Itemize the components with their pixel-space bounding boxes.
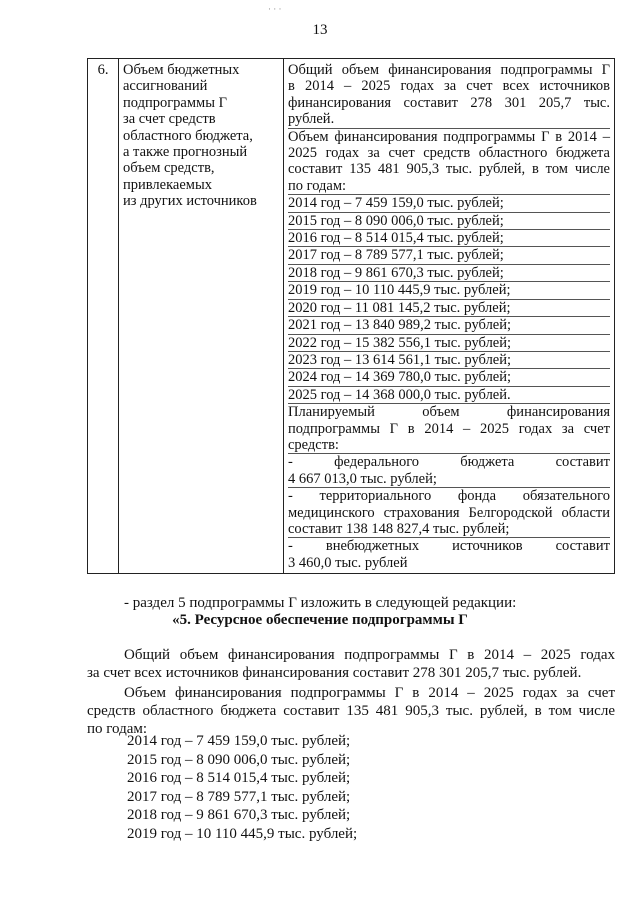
year-row: 2019 год – 10 110 445,9 тыс. рублей;	[288, 282, 610, 299]
paragraph-total	[87, 646, 615, 682]
regional-line: по годам:	[288, 178, 610, 195]
planned-line: подпрограммы Г в 2014 – 2025 годах за счет	[288, 420, 610, 437]
regional-line: 2025 годах за счет средств областного бюджета	[288, 145, 610, 162]
territorial-line: медицинского страхования Белгородской области	[288, 504, 610, 521]
federal-line: - федерального бюджета составит	[288, 454, 610, 471]
territorial-amount: составит 138 148 827,4 тыс. рублей;	[288, 521, 610, 538]
title-line: из других источников	[123, 193, 257, 210]
year-row: 2020 год – 11 081 145,2 тыс. рублей;	[288, 300, 610, 317]
total-line: в 2014 – 2025 годах за счет всех источников	[288, 78, 610, 95]
year-row: 2022 год – 15 382 556,1 тыс. рублей;	[288, 335, 610, 352]
paragraph-line: за счет всех источников финансирования составит 278 301 205,7 тыс. рублей.	[87, 665, 582, 681]
year-row: 2018 год – 9 861 670,3 тыс. рублей;	[288, 265, 610, 282]
year-row: 2016 год – 8 514 015,4 тыс. рублей;	[288, 230, 610, 247]
year-row: 2023 год – 13 614 561,1 тыс. рублей;	[288, 352, 610, 369]
title-line: объем средств,	[123, 160, 215, 177]
title-line: привлекаемых	[123, 176, 212, 193]
list-item: 2019 год – 10 110 445,9 тыс. рублей;	[127, 825, 358, 842]
year-row: 2024 год – 14 369 780,0 тыс. рублей;	[288, 369, 610, 386]
title-line: областного бюджета,	[123, 127, 253, 144]
row-content	[284, 59, 615, 574]
year-row: 2025 год – 14 368 000,0 тыс. рублей.	[288, 387, 610, 404]
territorial-line: - территориального фонда обязательного	[288, 488, 610, 505]
instruction-text: - раздел 5 подпрограммы Г изложить в следующей редакции:	[124, 595, 517, 611]
federal-amount: 4 667 013,0 тыс. рублей;	[288, 471, 610, 488]
title-line: за счет средств	[123, 111, 216, 128]
section-heading: «5. Ресурсное обеспечение подпрограммы Г	[172, 612, 468, 628]
page-number: 13	[312, 22, 328, 38]
paragraph-regional	[87, 684, 615, 738]
paragraph-line: Общий объем финансирования подпрограммы Г в 2014 – 2025 годах	[124, 647, 615, 663]
row-title	[119, 59, 284, 574]
total-line: финансирования составит 278 301 205,7 тыс.	[288, 94, 610, 111]
regional-line: составит 135 481 905,3 тыс. рублей, в том числе	[288, 161, 610, 178]
scan-artifact: · · ·	[268, 4, 282, 14]
list-item: 2017 год – 8 789 577,1 тыс. рублей;	[127, 788, 351, 805]
paragraph-line: средств областного бюджета составит 135 481 905,3 тыс. рублей, в том числе	[87, 703, 615, 719]
paragraph-line: по годам:	[87, 721, 148, 737]
list-item: 2018 год – 9 861 670,3 тыс. рублей;	[127, 807, 351, 824]
funding-table	[87, 58, 615, 574]
year-row: 2017 год – 8 789 577,1 тыс. рублей;	[288, 247, 610, 264]
total-line: рублей.	[288, 111, 610, 128]
title-line: Объем бюджетных	[123, 62, 240, 78]
title-line: ассигнований	[123, 78, 208, 95]
paragraph-line: Объем финансирования подпрограммы Г в 2014 – 2025 годах за счет	[124, 685, 615, 701]
regional-line: Объем финансирования подпрограммы Г в 2014 –	[288, 128, 610, 145]
planned-line: средств:	[288, 437, 610, 454]
planned-line: Планируемый объем финансирования	[288, 404, 610, 421]
total-line: Общий объем финансирования подпрограммы Г	[288, 62, 610, 78]
extra-budget-line: - внебюджетных источников составит	[288, 538, 610, 555]
list-item: 2014 год – 7 459 159,0 тыс. рублей;	[127, 733, 351, 749]
title-line: подпрограммы Г	[123, 94, 227, 111]
year-list	[127, 732, 357, 844]
list-item: 2016 год – 8 514 015,4 тыс. рублей;	[127, 770, 351, 787]
year-row: 2021 год – 13 840 989,2 тыс. рублей;	[288, 317, 610, 334]
table-row	[88, 59, 615, 574]
title-line: а также прогнозный	[123, 144, 248, 161]
list-item: 2015 год – 8 090 006,0 тыс. рублей;	[127, 751, 351, 768]
year-row: 2015 год – 8 090 006,0 тыс. рублей;	[288, 213, 610, 230]
year-row: 2014 год – 7 459 159,0 тыс. рублей;	[288, 195, 610, 212]
row-number: 6.	[88, 59, 119, 574]
extra-budget-amount: 3 460,0 тыс. рублей	[288, 554, 408, 571]
